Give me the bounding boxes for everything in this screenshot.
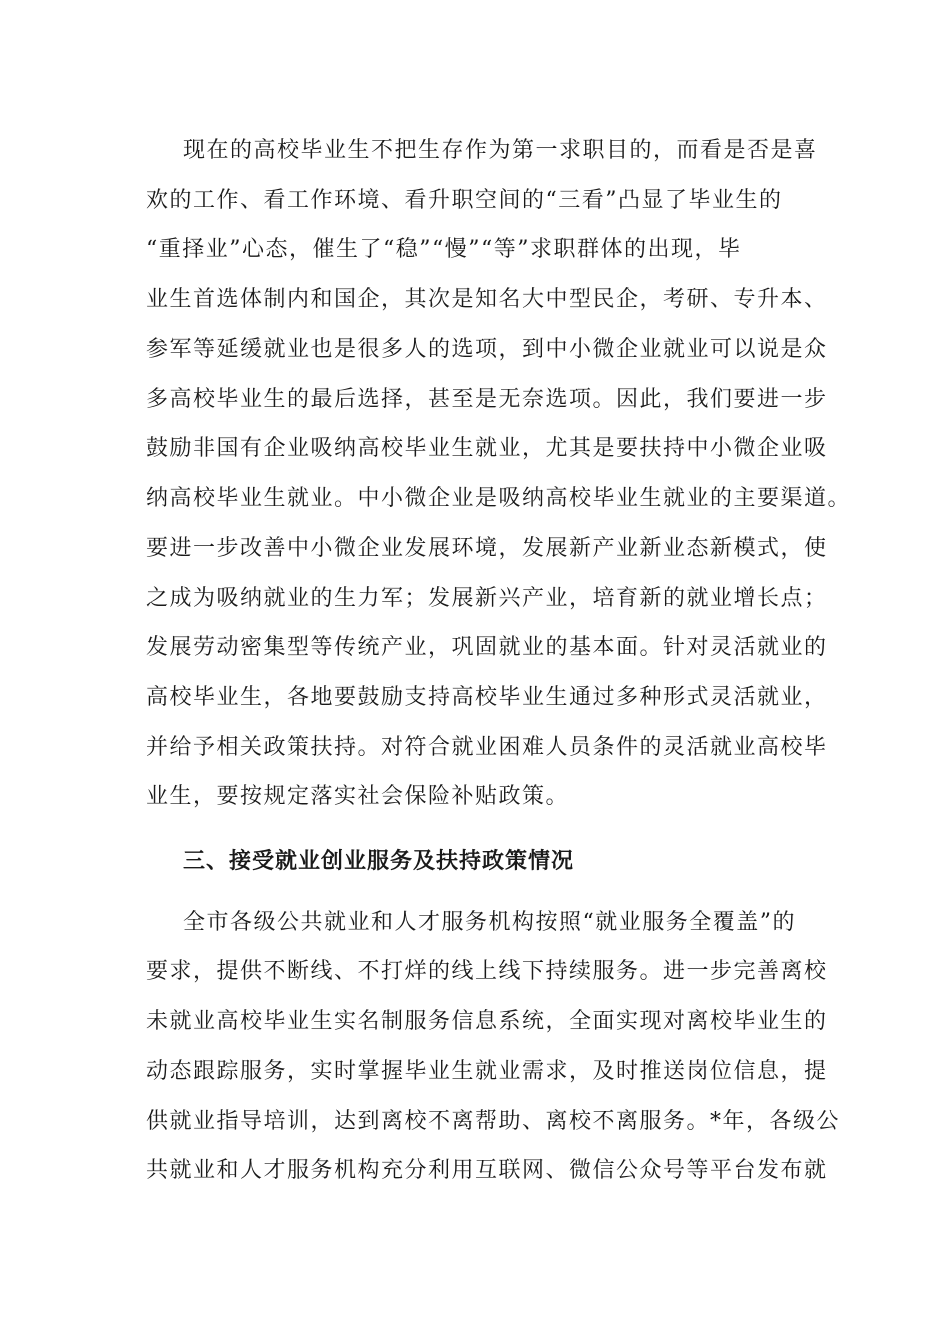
paragraph-line: 参军等延缓就业也是很多人的选项，到中小微企业就业可以说是众 (146, 337, 828, 362)
paragraph-line: 并给予相关政策扶持。对符合就业困难人员条件的灵活就业高校毕 (146, 735, 828, 760)
paragraph-line: 高校毕业生，各地要鼓励支持高校毕业生通过多种形式灵活就业， (146, 685, 828, 710)
paragraph-line: 动态跟踪服务，实时掌握毕业生就业需求，及时推送岗位信息，提 (146, 1059, 828, 1084)
paragraph-line: 之成为吸纳就业的生力军；发展新兴产业，培育新的就业增长点； (146, 586, 828, 611)
paragraph-line: 欢的工作、看工作环境、看升职空间的“三看”凸显了毕业生的 (146, 188, 783, 213)
paragraph-line: 业生首选体制内和国企，其次是知名大中型民企，考研、专升本、 (146, 287, 828, 312)
paragraph-line: 多高校毕业生的最后选择，甚至是无奈选项。因此，我们要进一步 (146, 387, 828, 412)
paragraph-line: 发展劳动密集型等传统产业，巩固就业的基本面。针对灵活就业的 (146, 635, 828, 660)
paragraph-line: 共就业和人才服务机构充分利用互联网、微信公众号等平台发布就 (146, 1158, 828, 1183)
paragraph-line: 要求，提供不断线、不打烊的线上线下持续服务。进一步完善离校 (146, 959, 828, 984)
paragraph-line: 供就业指导培训，达到离校不离帮助、离校不离服务。*年，各级公 (146, 1109, 841, 1134)
paragraph-line: 未就业高校毕业生实名制服务信息系统，全面实现对离校毕业生的 (146, 1009, 828, 1034)
paragraph-line: 鼓励非国有企业吸纳高校毕业生就业，尤其是要扶持中小微企业吸 (146, 436, 828, 461)
paragraph-line: 全市各级公共就业和人才服务机构按照“就业服务全覆盖”的 (183, 910, 796, 935)
paragraph-line: 现在的高校毕业生不把生存作为第一求职目的，而看是否是喜 (183, 138, 818, 163)
paragraph-line: “重择业”心态，催生了“稳”“慢”“等”求职群体的出现，毕 (146, 237, 742, 262)
paragraph-line: 要进一步改善中小微企业发展环境，发展新产业新业态新模式，使 (146, 536, 828, 561)
paragraph-line: 纳高校毕业生就业。中小微企业是吸纳高校毕业生就业的主要渠道。 (146, 486, 852, 511)
section-heading: 三、接受就业创业服务及扶持政策情况 (183, 848, 575, 874)
paragraph-line: 业生，要按规定落实社会保险补贴政策。 (146, 784, 570, 809)
